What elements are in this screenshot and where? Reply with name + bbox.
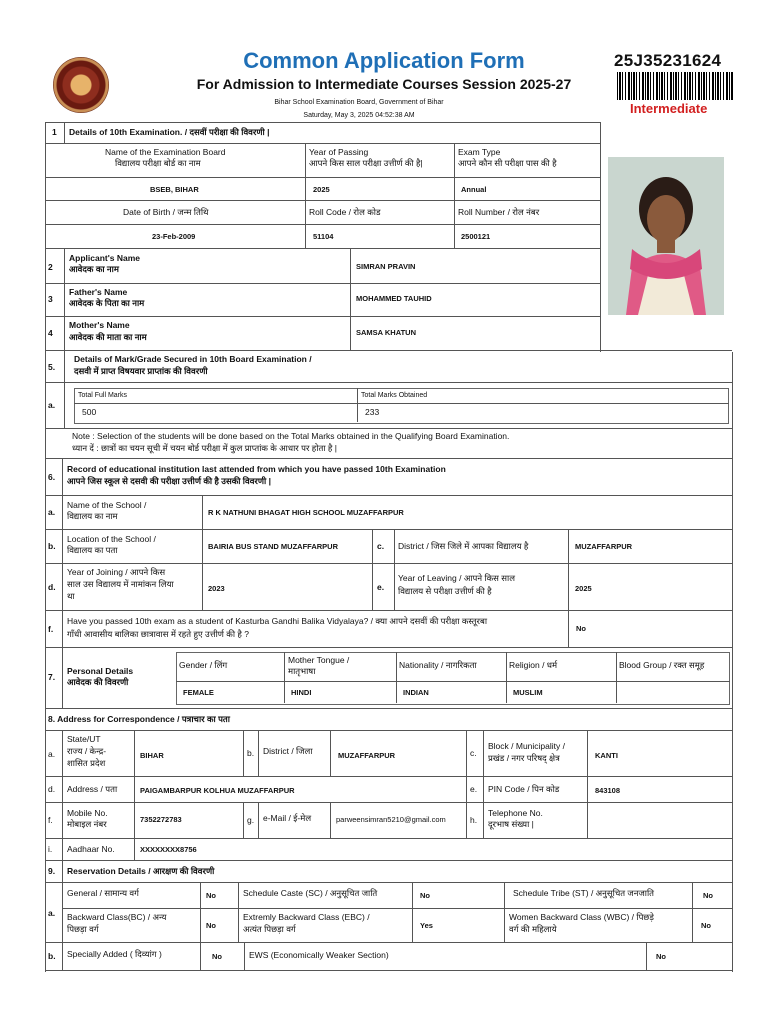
ews-label: EWS (Economically Weaker Section) (249, 950, 389, 960)
gender-label: Gender / लिंग (179, 660, 228, 670)
ebc-label: Extremly Backward Class (EBC) / (243, 912, 370, 922)
total-marks-obtained-value: 233 (365, 407, 380, 417)
specially-added-value: No (212, 952, 222, 961)
row-8a-label: a. (48, 749, 56, 759)
row-6f-label: f. (48, 624, 54, 634)
mother-tongue-label: Mother Tongue / (288, 655, 350, 665)
row-2-number: 2 (48, 262, 53, 272)
ews-value: No (656, 952, 666, 961)
st-value: No (703, 891, 713, 900)
year-value: 2025 (313, 185, 330, 194)
section-1-number: 1 (52, 127, 57, 137)
row-8b-label: b. (247, 748, 255, 758)
dob-label: Date of Birth / जन्म तिथि (123, 207, 209, 217)
roll-number-value: 2500121 (461, 232, 491, 241)
mother-tongue-value: HINDI (291, 688, 312, 697)
kgbv-value: No (576, 624, 586, 633)
year-joining-label-3: था (67, 591, 75, 601)
roll-code-label: Roll Code / रोल कोड (309, 207, 381, 217)
row-6a-label: a. (48, 507, 56, 517)
applicant-name-value: SIMRAN PRAVIN (356, 262, 416, 271)
school-name-label-hindi: विद्यालय का नाम (67, 511, 118, 521)
year-leaving-value: 2025 (575, 584, 592, 593)
selection-note: Note : Selection of the students will be done based on the Total Marks obtained in the Qualifying Board Examination. (72, 431, 510, 441)
state-value: BIHAR (140, 751, 164, 760)
row-8c-label: c. (470, 748, 477, 758)
section-1-title: Details of 10th Examination. / दसवीं परीक्षा की विवरणी | (69, 127, 270, 137)
board-value: BSEB, BIHAR (150, 185, 199, 194)
sc-label: Schedule Caste (SC) / अनुसूचित जाति (243, 888, 378, 898)
section-6-title: Record of educational institution last attended from which you have passed 10th Examination (67, 464, 446, 474)
row-8g-label: g. (247, 815, 255, 825)
row-8e-label: e. (470, 784, 478, 794)
year-label: Year of Passing (309, 147, 369, 157)
religion-value: MUSLIM (513, 688, 543, 697)
section-5-title-hindi: दसवी में प्राप्त विषयवार प्राप्तांक की विवरणी (74, 366, 208, 376)
school-district-value: MUZAFFARPUR (575, 542, 633, 551)
kgbv-question: Have you passed 10th exam as a student of Kasturba Gandhi Balika Vidyalaya? / क्या आपने दसवीं की परीक्षा कस्तूरबा (67, 616, 488, 626)
exam-type-label-hindi: आपने कौन सी परीक्षा पास की है (458, 158, 557, 168)
nationality-label: Nationality / नागरिकता (399, 660, 477, 670)
district-label: District / जिला (263, 746, 313, 756)
bc-label-hindi: पिछड़ा वर्ग (67, 924, 99, 934)
state-label: State/UT (67, 734, 101, 744)
year-label-hindi: आपने किस साल परीक्षा उत्तीर्ण की है| (309, 158, 423, 168)
st-label: Schedule Tribe (ST) / अनुसूचित जनजाति (513, 888, 655, 898)
email-value: parweensimran5210@gmail.com (336, 815, 446, 824)
section-6-number: 6. (48, 472, 56, 482)
wbc-label: Women Backward Class (WBC) / पिछड़े (509, 912, 654, 922)
school-location-value: BAIRIA BUS STAND MUZAFFARPUR (208, 542, 338, 551)
year-joining-label-2: साल उस विद्यालय में नामांकन लिया (67, 579, 174, 589)
barcode (617, 72, 733, 100)
row-8h-label: h. (470, 815, 478, 825)
section-5-title: Details of Mark/Grade Secured in 10th Board Examination / (74, 354, 312, 364)
row-3-number: 3 (48, 294, 53, 304)
father-name-value: MOHAMMED TAUHID (356, 294, 432, 303)
ebc-value: Yes (420, 921, 433, 930)
row-6c-label: c. (377, 541, 385, 551)
mother-tongue-label-hindi: मातृभाषा (288, 666, 316, 676)
section-6-title-hindi: आपने जिस स्कूल से दसवी की परीक्षा उत्तीर्ण की है उसकी विवरणी | (67, 476, 272, 486)
row-9b-label: b. (48, 951, 56, 961)
aadhaar-label: Aadhaar No. (67, 844, 115, 854)
total-full-marks-label: Total Full Marks (78, 392, 128, 399)
applicant-name-label-hindi: आवेदक का नाम (69, 264, 119, 274)
block-value: KANTI (595, 751, 618, 760)
general-label: General / सामान्य वर्ग (67, 888, 139, 898)
mobile-value: 7352272783 (140, 815, 182, 824)
dob-value: 23-Feb-2009 (152, 232, 196, 241)
address-label: Address / पता (67, 784, 118, 794)
state-label-hindi-2: शासित प्रदेश (67, 758, 106, 768)
row-4-number: 4 (48, 328, 53, 338)
applicant-photo (608, 157, 724, 315)
aadhaar-value: XXXXXXXX8756 (140, 845, 197, 854)
email-label: e-Mail / ई-मेल (263, 813, 312, 823)
row-9a-label: a. (48, 908, 56, 918)
board-label-hindi: विद्यालय परीक्षा बोर्ड का नाम (115, 158, 201, 168)
row-8d-label: d. (48, 784, 56, 794)
block-label-hindi: प्रखंड / नगर परिषद् क्षेत्र (488, 753, 560, 763)
row-8i-label: i. (48, 844, 53, 854)
row-6d-label: d. (48, 582, 56, 592)
school-location-label-hindi: विद्यालय का पता (67, 545, 118, 555)
mobile-label: Mobile No. (67, 808, 108, 818)
section-9-title: Reservation Details / आरक्षण की विवरणी (67, 866, 215, 876)
section-5-number: 5. (48, 362, 56, 372)
exam-type-value: Annual (461, 185, 487, 194)
telephone-label-hindi: दूरभाष संख्या | (488, 819, 534, 829)
section-9-number: 9. (48, 866, 56, 876)
roll-code-value: 51104 (313, 232, 334, 241)
section-7-number: 7. (48, 672, 56, 682)
year-joining-value: 2023 (208, 584, 225, 593)
section-5a-label: a. (48, 400, 56, 410)
sc-value: No (420, 891, 430, 900)
pin-label: PIN Code / पिन कोड (488, 784, 560, 794)
block-label: Block / Municipality / (488, 741, 565, 751)
year-leaving-label-hindi: विद्यालय से परीक्षा उत्तीर्ण की है (398, 586, 492, 596)
selection-note-hindi: ध्यान दें : छात्रों का चयन सूची में चयन बोर्ड परीक्षा में कुल प्राप्तांक के आधार पर होता है | (72, 443, 338, 453)
page-title: Common Application Form (243, 48, 525, 73)
wbc-label-hindi: वर्ग की महिलाये (509, 924, 557, 934)
mother-name-label-hindi: आवेदक की माता का नाम (69, 332, 147, 342)
state-label-hindi: राज्य / केन्द्र- (67, 746, 107, 756)
exam-type-label: Exam Type (458, 147, 501, 157)
father-name-label-hindi: आवेदक के पिता का नाम (69, 298, 145, 308)
row-6e-label: e. (377, 582, 385, 592)
applicant-name-label: Applicant's Name (69, 253, 140, 263)
nationality-value: INDIAN (403, 688, 429, 697)
section-8-title: 8. Address for Correspondence / पत्राचार का पता (48, 714, 230, 724)
address-value: PAIGAMBARPUR KOLHUA MUZAFFARPUR (140, 786, 295, 795)
district-value: MUZAFFARPUR (338, 751, 396, 760)
bc-value: No (206, 921, 216, 930)
row-8f-label: f. (48, 815, 53, 825)
personal-details-label-hindi: आवेदक की विवरणी (67, 677, 129, 687)
board-name: Bihar School Examination Board, Government of Bihar (274, 99, 444, 106)
mobile-label-hindi: मोबाइल नंबर (67, 819, 107, 829)
school-name-label: Name of the School / (67, 500, 147, 510)
year-joining-label: Year of Joining / आपने किस (67, 567, 166, 577)
kgbv-question-hindi: गाँधी आवासीय बालिका छात्रावास में रहते हुए उत्तीर्ण की है ? (67, 629, 249, 639)
school-location-label: Location of the School / (67, 534, 156, 544)
bc-label: Backward Class(BC) / अन्य (67, 912, 167, 922)
religion-label: Religion / धर्म (509, 660, 558, 670)
course-level: Intermediate (630, 101, 708, 116)
year-leaving-label: Year of Leaving / आपने किस साल (398, 573, 515, 583)
page-subtitle: For Admission to Intermediate Courses Session 2025-27 (196, 76, 572, 92)
specially-added-label: Specially Added ( दिव्यांग ) (67, 949, 162, 959)
school-name-value: R K NATHUNI BHAGAT HIGH SCHOOL MUZAFFARPUR (208, 508, 404, 517)
row-6b-label: b. (48, 541, 56, 551)
total-full-marks-value: 500 (82, 407, 97, 417)
general-value: No (206, 891, 216, 900)
father-name-label: Father's Name (69, 287, 128, 297)
personal-details-label: Personal Details (67, 666, 134, 676)
form-number: 25J35231624 (614, 51, 722, 70)
school-district-label: District / जिस जिले में आपका विद्यालय है (398, 541, 529, 551)
telephone-label: Telephone No. (488, 808, 543, 818)
total-marks-obtained-label: Total Marks Obtained (361, 392, 428, 399)
board-label: Name of the Examination Board (105, 147, 226, 157)
blood-group-label: Blood Group / रक्त समूह (619, 660, 705, 670)
wbc-value: No (701, 921, 711, 930)
gender-value: FEMALE (183, 688, 214, 697)
ebc-label-hindi: अत्यंत पिछड़ा वर्ग (243, 924, 296, 934)
roll-number-label: Roll Number / रोल नंबर (458, 207, 540, 217)
mother-name-label: Mother's Name (69, 320, 130, 330)
print-datetime: Saturday, May 3, 2025 04:52:38 AM (303, 112, 415, 119)
mother-name-value: SAMSA KHATUN (356, 328, 416, 337)
pin-value: 843108 (595, 786, 621, 795)
